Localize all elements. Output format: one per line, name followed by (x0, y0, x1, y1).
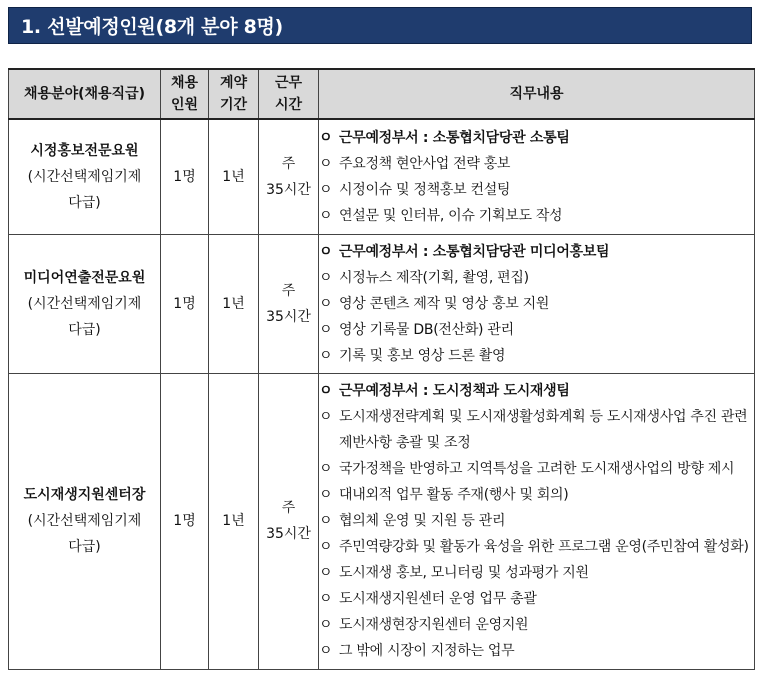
field-name: 시정홍보전문요원 (30, 142, 139, 159)
circle-bullet-icon: ㅇ (319, 243, 333, 260)
work-hours (259, 234, 319, 373)
duty-text: 주민역량강화 및 활동가 육성을 위한 프로그램 운영(주민참여 활성화) (339, 539, 749, 555)
field-grade-line1: (시간선택제임기제 (27, 513, 142, 529)
table-row (9, 119, 755, 234)
duties-list (319, 378, 754, 664)
department-item (319, 125, 754, 151)
duty-text: 영상 콘텐츠 제작 및 영상 홍보 지원 (339, 295, 550, 312)
list-item (319, 560, 754, 586)
field-name: 미디어연출전문요원 (23, 269, 146, 286)
circle-bullet-icon: ㅇ (319, 269, 333, 286)
section-title: 1. 선발예정인원(8개 분야 8명) (21, 16, 283, 38)
list-item (319, 612, 754, 638)
list-item (319, 343, 754, 369)
work-hours-line2: 35시간 (266, 181, 311, 198)
contract-term: 1년 (209, 119, 259, 234)
circle-bullet-icon: ㅇ (319, 617, 333, 633)
list-item (319, 586, 754, 612)
duty-text: 도시재생지원센터 운영 업무 총괄 (339, 591, 537, 607)
circle-bullet-icon: ㅇ (319, 295, 333, 312)
table-header-row (9, 69, 755, 119)
duty-text: 대내외적 업무 활동 주재(행사 및 회의) (339, 487, 569, 503)
field-cell (9, 234, 161, 373)
circle-bullet-icon: ㅇ (319, 565, 333, 581)
header-hire-line2: 인원 (170, 97, 199, 113)
contract-term: 1년 (209, 373, 259, 669)
duty-text: 국가정책을 반영하고 지역특성을 고려한 도시재생사업의 방향 제시 (339, 461, 735, 477)
field-grade-line1: (시간선택제임기제 (27, 295, 142, 312)
work-hours-line1: 주 (281, 500, 296, 516)
duty-text: 도시재생현장지원센터 운영지원 (339, 617, 529, 633)
list-item (319, 177, 754, 203)
header-hire-line1: 채용 (170, 75, 199, 91)
work-hours-line1: 주 (281, 282, 296, 299)
list-item (319, 534, 754, 560)
duties-cell (319, 119, 755, 234)
circle-bullet-icon: ㅇ (319, 129, 333, 146)
header-contract-line1: 계약 (219, 75, 248, 91)
circle-bullet-icon: ㅇ (319, 487, 333, 503)
hire-count: 1명 (161, 373, 209, 669)
work-hours (259, 373, 319, 669)
field-cell (9, 373, 161, 669)
list-item (319, 508, 754, 534)
list-item (319, 291, 754, 317)
list-item (319, 203, 754, 229)
field-name: 도시재생지원센터장 (23, 487, 146, 503)
duties-list (319, 125, 754, 229)
list-item (319, 482, 754, 508)
duty-text: 연설문 및 인터뷰, 이슈 기획보도 작성 (339, 207, 563, 224)
field-grade-line2: 다급) (68, 539, 101, 555)
circle-bullet-icon: ㅇ (319, 207, 333, 224)
work-hours-line2: 35시간 (266, 308, 311, 325)
circle-bullet-icon: ㅇ (319, 539, 333, 555)
duty-text: 시정뉴스 제작(기획, 촬영, 편집) (339, 269, 529, 286)
circle-bullet-icon: ㅇ (319, 591, 333, 607)
list-item (319, 151, 754, 177)
circle-bullet-icon: ㅇ (319, 409, 333, 425)
circle-bullet-icon: ㅇ (319, 383, 333, 399)
circle-bullet-icon: ㅇ (319, 643, 333, 659)
list-item (319, 456, 754, 482)
duty-text: 주요정책 현안사업 전략 홍보 (339, 155, 511, 172)
duties-list (319, 239, 754, 369)
header-hours-line1: 근무 (274, 75, 303, 91)
header-duties: 직무내용 (319, 69, 755, 119)
contract-term: 1년 (209, 234, 259, 373)
header-contract-line2: 기간 (219, 97, 248, 113)
duty-text: 그 밖에 시장이 지정하는 업무 (339, 643, 515, 659)
duties-cell (319, 373, 755, 669)
duty-text: 기록 및 홍보 영상 드론 촬영 (339, 347, 506, 364)
list-item (319, 404, 754, 456)
hire-count: 1명 (161, 234, 209, 373)
list-item (319, 317, 754, 343)
circle-bullet-icon: ㅇ (319, 513, 333, 529)
duty-text: 영상 기록물 DB(전산화) 관리 (339, 321, 514, 338)
header-hours-line2: 시간 (274, 97, 303, 113)
work-hours-line2: 35시간 (266, 526, 311, 542)
field-cell (9, 119, 161, 234)
list-item (319, 265, 754, 291)
duty-text: 도시재생 홍보, 모니터링 및 성과평가 지원 (339, 565, 589, 581)
table-row (9, 373, 755, 669)
duty-text: 도시재생전략계획 및 도시재생활성화계획 등 도시재생사업 추진 관련 제반사항 총괄 및 조정 (339, 409, 748, 451)
recruitment-table (8, 68, 755, 670)
header-work-hours (259, 69, 319, 119)
work-hours (259, 119, 319, 234)
duties-cell (319, 234, 755, 373)
field-grade-line2: 다급) (68, 194, 101, 211)
circle-bullet-icon: ㅇ (319, 321, 333, 338)
hire-count: 1명 (161, 119, 209, 234)
circle-bullet-icon: ㅇ (319, 461, 333, 477)
department-text: 근무예정부서 : 소통협치담당관 소통팀 (339, 129, 570, 146)
circle-bullet-icon: ㅇ (319, 155, 333, 172)
department-item (319, 378, 754, 404)
department-text: 근무예정부서 : 도시정책과 도시재생팀 (339, 383, 570, 399)
duty-text: 협의체 운영 및 지원 등 관리 (339, 513, 506, 529)
department-item (319, 239, 754, 265)
duty-text: 시정이슈 및 정책홍보 컨설팅 (339, 181, 511, 198)
field-grade-line1: (시간선택제임기제 (27, 168, 142, 185)
work-hours-line1: 주 (281, 155, 296, 172)
circle-bullet-icon: ㅇ (319, 347, 333, 364)
department-text: 근무예정부서 : 소통협치담당관 미디어홍보팀 (339, 243, 610, 260)
table-row (9, 234, 755, 373)
field-grade-line2: 다급) (68, 321, 101, 338)
list-item (319, 638, 754, 664)
header-contract-term (209, 69, 259, 119)
section-title-bar (8, 7, 752, 44)
circle-bullet-icon: ㅇ (319, 181, 333, 198)
header-hire-count (161, 69, 209, 119)
header-field: 채용분야(채용직급) (9, 69, 161, 119)
